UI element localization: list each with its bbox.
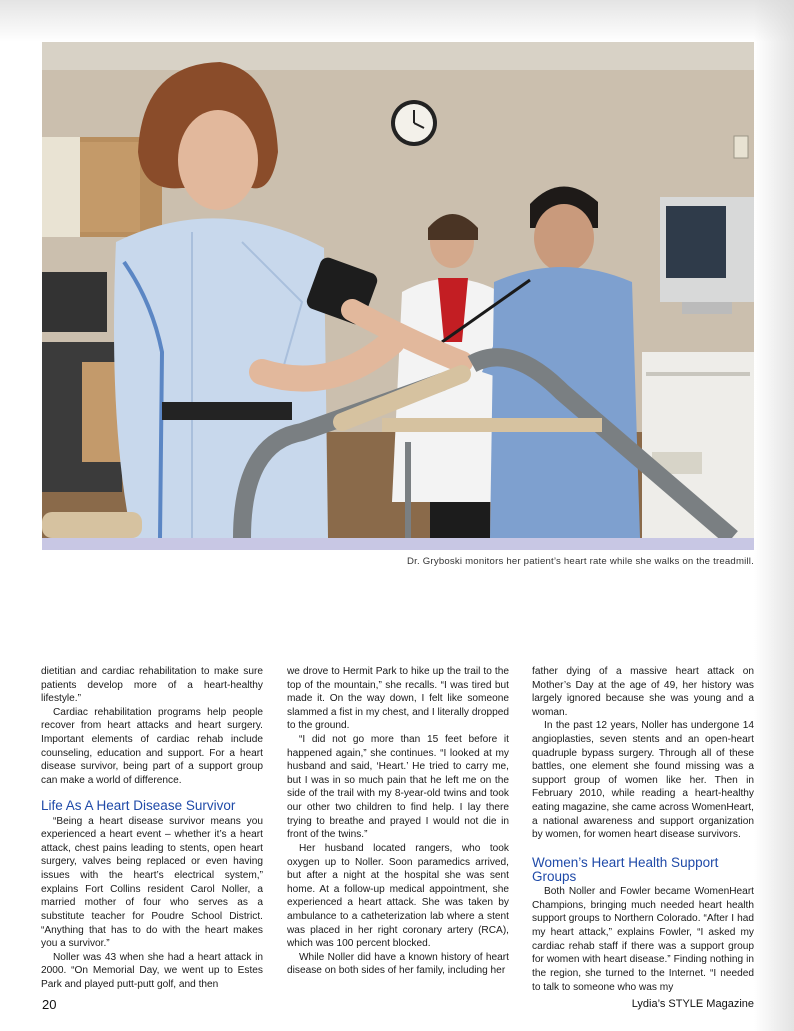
paragraph: father dying of a massive heart attack on Mother’s Day at the age of 49, her history was largely ignored because she was young and a woman. — [532, 666, 754, 718]
paragraph: we drove to Hermit Park to hike up the trail to the top of the mountain,” she recalls. “I was tired but made it. On the way down, I felt like someone slammed a fist in my chest, and I literally dropped to the ground. — [287, 666, 509, 732]
paragraph: dietitian and cardiac rehabilitation to make sure patients develop more of a heart-healthy lifestyle.” — [41, 666, 263, 705]
article-column-3 — [532, 665, 754, 994]
paragraph: Her husband located rangers, who took oxygen up to Noller. Soon paramedics arrived, but after a night at the hospital she was sent home. At a follow-up medical appointment, she experienced a heart attack. She was taken by ambulance to a catheterization lab where a stent was placed in her right coronary artery (RCA), which was 100 percent blocked. — [287, 842, 509, 950]
paragraph: In the past 12 years, Noller has undergone 14 angioplasties, seven stents and an open-heart quadruple bypass surgery. Through all of these battles, one element she found missing was a support group of women like her. Then in February 2010, while reading a heart-healthy eating magazine, she came across WomenHeart, a national awareness and support organization by women, for women heart disease survivors. — [532, 720, 754, 841]
paragraph: “I did not go more than 15 feet before it happened again,” she continues. “I looked at my husband and said, ‘Heart.’ He tried to carry me, but I was in so much pain that he left me on the side of the trail with my 8-year-old twins and took our other two children to find help. I lay there trying to breathe and prayed I would not die in front of the twins.” — [287, 734, 509, 841]
article-column-2 — [287, 665, 509, 978]
ecg-monitor — [660, 197, 754, 314]
page-gutter-shadow — [754, 0, 794, 1031]
photo-bottom-strip — [42, 538, 754, 550]
photo-caption: Dr. Gryboski monitors her patient’s heart rate while she walks on the treadmill. — [407, 556, 754, 567]
page-number: 20 — [42, 997, 57, 1012]
magazine-name: Lydia’s STYLE Magazine — [631, 998, 754, 1010]
wall-clock — [391, 100, 437, 146]
paragraph: Noller was 43 when she had a heart attack in 2000. “On Memorial Day, we went up to Estes Park and played putt-putt golf, and then — [41, 951, 263, 990]
feature-photo — [42, 42, 754, 538]
paragraph: “Being a heart disease survivor means you experienced a heart event – whether it’s a heart attack, chest pains leading to stents, open heart surgery, valves being replaced or even having issues with the heart’s electrical system,” explains Fort Collins resident Carol Noller, a married mother of four who serves as a substitute teacher for Poudre School District. “Anything that has to do with the heart makes you a survivor.” — [41, 815, 263, 950]
section-heading-support-groups: Women’s Heart Health Support Groups — [532, 854, 719, 885]
paragraph: While Noller did have a known history of heart disease on both sides of her family, including her — [287, 951, 509, 977]
paragraph: Cardiac rehabilitation programs help people recover from heart attacks and heart surgery. Important elements of cardiac rehab include counseling, education and support. For a heart disease survivor, being part of a support group can make a world of difference. — [41, 706, 263, 786]
article-column-1 — [41, 665, 263, 992]
page-top-shadow — [0, 0, 794, 42]
paragraph: Both Noller and Fowler became WomenHeart Champions, bringing much needed heart health support groups to Northern Colorado. “After I had my heart attack,” explains Fowler, “I asked my cardiac rehab staff if there was a support group for women with heart disease.” Finding nothing in the region, she turned to the Internet. “I needed to talk to someone who was my — [532, 886, 754, 993]
section-heading-survivor: Life As A Heart Disease Survivor — [41, 798, 236, 814]
